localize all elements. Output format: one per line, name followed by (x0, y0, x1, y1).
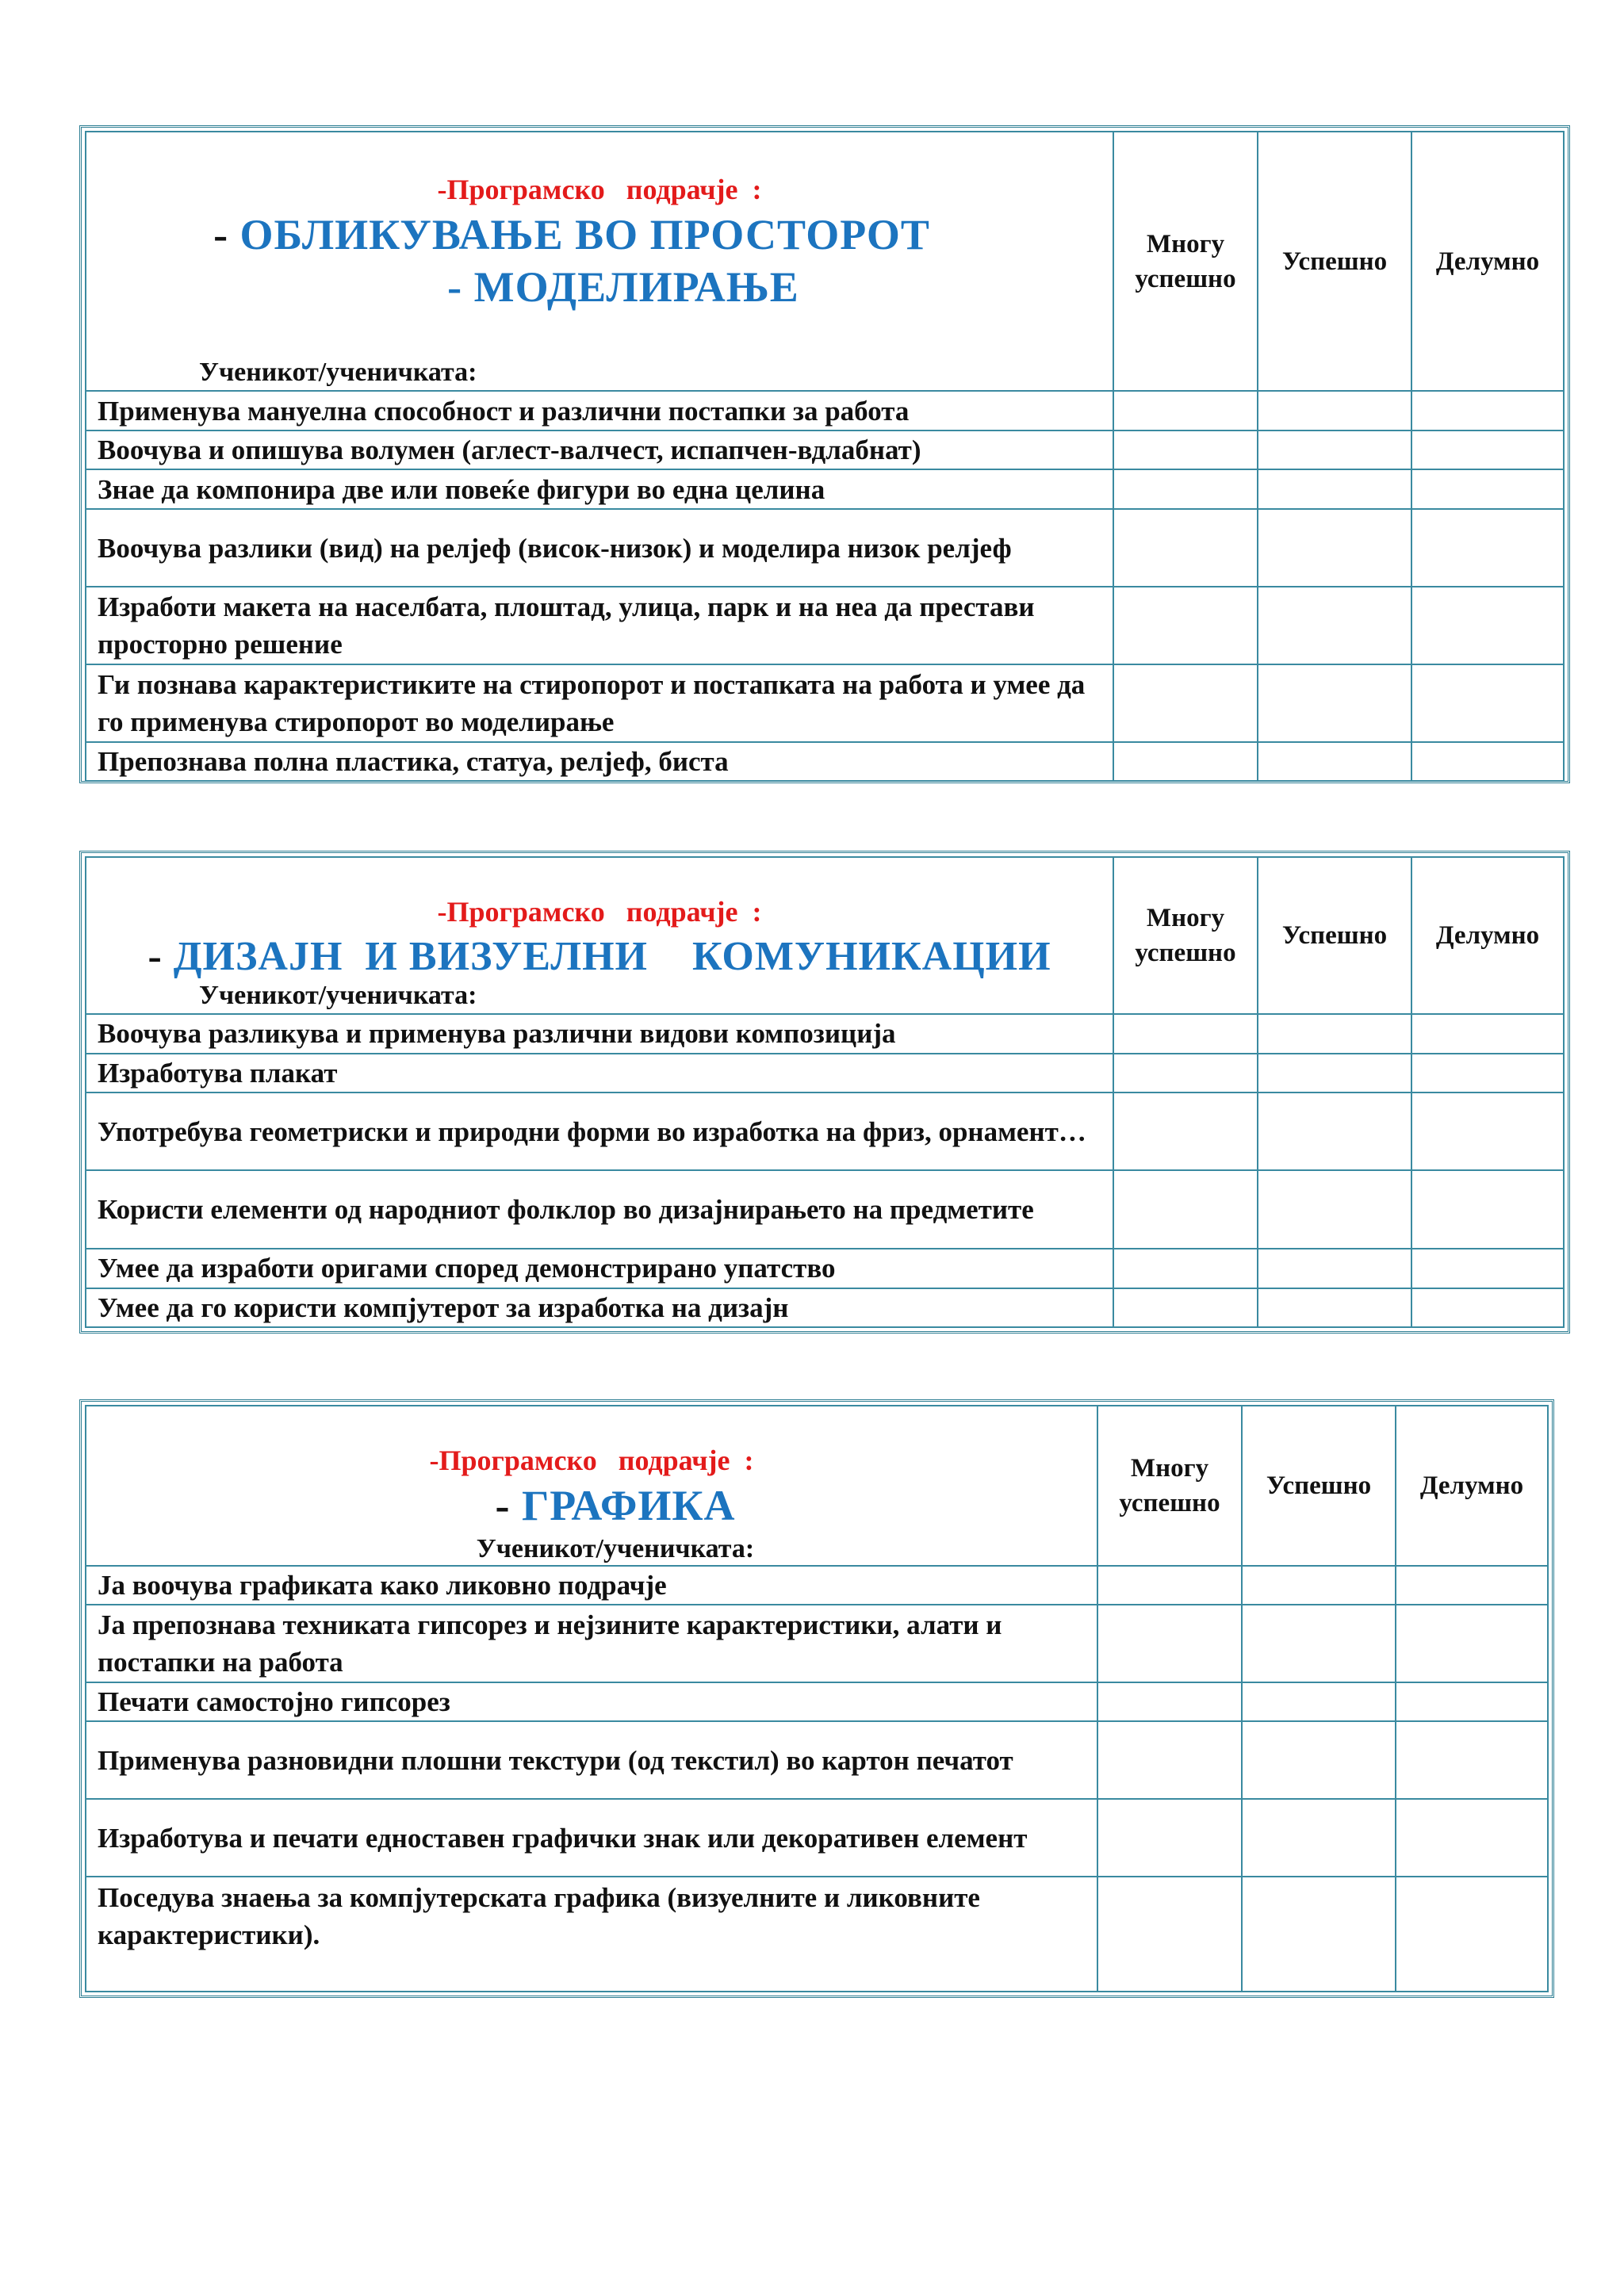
level-header-very-successful: Многу успешно (1097, 1406, 1242, 1566)
mark-cell-very-successful[interactable] (1113, 1288, 1258, 1327)
mark-cell-successful[interactable] (1242, 1877, 1396, 1992)
level-header-very-successful: Многу успешно (1113, 132, 1258, 391)
mark-cell-very-successful[interactable] (1097, 1682, 1242, 1721)
criterion-text: Печати самостојно гипсорез (86, 1682, 1097, 1721)
mark-cell-very-successful[interactable] (1113, 1170, 1258, 1248)
mark-cell-successful[interactable] (1258, 1288, 1411, 1327)
mark-cell-successful[interactable] (1258, 391, 1411, 430)
mark-cell-partial[interactable] (1396, 1605, 1548, 1682)
mark-cell-very-successful[interactable] (1113, 430, 1258, 469)
criterion-text: Воочува и опишува волумен (аглест-валчест, испапчен-вдлабнат) (86, 430, 1113, 469)
criterion-text: Изработи макета на населбата, плоштад, улица, парк и на неа да престави просторно решение (86, 587, 1113, 664)
criterion-text: Применува разновидни плошни текстури (од текстил) во картон печатот (86, 1721, 1097, 1799)
criterion-text: Знае да компонира две или повеќе фигури во една целина (86, 469, 1113, 509)
criterion-text: Употребува геометриски и природни форми во изработка на фриз, орнамент… (86, 1093, 1113, 1170)
assessment-table-modeling (79, 125, 1570, 783)
student-label: Ученикот/ученичката: (199, 358, 477, 387)
mark-cell-successful[interactable] (1258, 430, 1411, 469)
mark-cell-partial[interactable] (1396, 1721, 1548, 1799)
section-title: - ДИЗАЈН И ВИЗУЕЛНИ КОМУНИКАЦИИ (147, 934, 1051, 979)
criterion-text: Поседува знаења за компјутерската графика (визуелните и ликовните карактеристики). (86, 1877, 1097, 1992)
section-header (86, 1406, 1097, 1566)
mark-cell-partial[interactable] (1411, 1249, 1564, 1288)
section-subtitle: -Програмско подрачје : (429, 1445, 754, 1476)
mark-cell-very-successful[interactable] (1097, 1877, 1242, 1992)
mark-cell-successful[interactable] (1258, 742, 1411, 781)
mark-cell-successful[interactable] (1242, 1566, 1396, 1605)
mark-cell-partial[interactable] (1411, 1170, 1564, 1248)
mark-cell-successful[interactable] (1242, 1721, 1396, 1799)
mark-cell-partial[interactable] (1396, 1566, 1548, 1605)
mark-cell-very-successful[interactable] (1113, 509, 1258, 587)
section-title: - ОБЛИКУВАЊЕ ВО ПРОСТОРОТ (213, 211, 930, 258)
criterion-text: Воочува разлики (вид) на релјеф (висок-низок) и моделира низок релјеф (86, 509, 1113, 587)
criterion-text: Умее да го користи компјутерот за изработка на дизајн (86, 1288, 1113, 1327)
mark-cell-very-successful[interactable] (1113, 1093, 1258, 1170)
level-header-successful: Успешно (1258, 857, 1411, 1014)
mark-cell-very-successful[interactable] (1113, 1014, 1258, 1054)
mark-cell-partial[interactable] (1411, 587, 1564, 664)
mark-cell-very-successful[interactable] (1097, 1566, 1242, 1605)
level-header-very-successful: Многу успешно (1113, 857, 1258, 1014)
criterion-text: Ги познава карактеристиките на стиропорот и постапката на работа и умее да го применува стиропорот во моделирање (86, 664, 1113, 742)
level-header-partial: Делумно (1396, 1406, 1548, 1566)
mark-cell-partial[interactable] (1396, 1877, 1548, 1992)
mark-cell-partial[interactable] (1396, 1682, 1548, 1721)
level-header-successful: Успешно (1242, 1406, 1396, 1566)
mark-cell-very-successful[interactable] (1113, 664, 1258, 742)
mark-cell-partial[interactable] (1411, 1093, 1564, 1170)
mark-cell-successful[interactable] (1242, 1682, 1396, 1721)
mark-cell-partial[interactable] (1411, 1014, 1564, 1054)
mark-cell-partial[interactable] (1411, 664, 1564, 742)
mark-cell-partial[interactable] (1411, 391, 1564, 430)
assessment-table-graphics (79, 1399, 1554, 1998)
section-header (86, 857, 1113, 1014)
mark-cell-successful[interactable] (1258, 1093, 1411, 1170)
criterion-text: Умее да изработи оригами според демонстрирано упатство (86, 1249, 1113, 1288)
mark-cell-partial[interactable] (1411, 509, 1564, 587)
mark-cell-successful[interactable] (1242, 1605, 1396, 1682)
section-title: - ГРАФИКА (495, 1482, 736, 1529)
mark-cell-partial[interactable] (1411, 1288, 1564, 1327)
criterion-text: Применува мануелна способност и различни постапки за работа (86, 391, 1113, 430)
mark-cell-partial[interactable] (1411, 742, 1564, 781)
mark-cell-partial[interactable] (1411, 469, 1564, 509)
mark-cell-successful[interactable] (1258, 587, 1411, 664)
mark-cell-very-successful[interactable] (1113, 391, 1258, 430)
criterion-text: Воочува разликува и применува различни видови композиција (86, 1014, 1113, 1054)
mark-cell-very-successful[interactable] (1113, 742, 1258, 781)
mark-cell-very-successful[interactable] (1097, 1721, 1242, 1799)
mark-cell-successful[interactable] (1258, 1249, 1411, 1288)
section-subtitle: -Програмско подрачје : (437, 896, 762, 928)
mark-cell-successful[interactable] (1258, 1014, 1411, 1054)
mark-cell-successful[interactable] (1258, 509, 1411, 587)
section-header (86, 132, 1113, 391)
level-header-partial: Делумно (1411, 132, 1564, 391)
criterion-text: Ја препознава техниката гипсорез и нејзините карактеристики, алати и постапки на работа (86, 1605, 1097, 1682)
assessment-table-design (79, 851, 1570, 1334)
criterion-text: Изработува и печати едноставен графички знак или декоративен елемент (86, 1799, 1097, 1877)
section-title-line2: - МОДЕЛИРАЊЕ (447, 263, 799, 311)
mark-cell-very-successful[interactable] (1113, 1054, 1258, 1093)
mark-cell-partial[interactable] (1411, 430, 1564, 469)
criterion-text: Изработува плакат (86, 1054, 1113, 1093)
student-label: Ученикот/ученичката: (199, 980, 477, 1010)
mark-cell-very-successful[interactable] (1113, 469, 1258, 509)
level-header-successful: Успешно (1258, 132, 1411, 391)
mark-cell-successful[interactable] (1258, 1054, 1411, 1093)
mark-cell-partial[interactable] (1411, 1054, 1564, 1093)
mark-cell-successful[interactable] (1258, 664, 1411, 742)
criterion-text: Препознава полна пластика, статуа, релјеф, биста (86, 742, 1113, 781)
mark-cell-very-successful[interactable] (1097, 1799, 1242, 1877)
mark-cell-successful[interactable] (1258, 469, 1411, 509)
mark-cell-very-successful[interactable] (1097, 1605, 1242, 1682)
mark-cell-very-successful[interactable] (1113, 587, 1258, 664)
mark-cell-successful[interactable] (1242, 1799, 1396, 1877)
mark-cell-very-successful[interactable] (1113, 1249, 1258, 1288)
level-header-partial: Делумно (1411, 857, 1564, 1014)
mark-cell-successful[interactable] (1258, 1170, 1411, 1248)
section-subtitle: -Програмско подрачје : (437, 174, 762, 205)
criterion-text: Ја воочува графиката како ликовно подрачје (86, 1566, 1097, 1605)
student-label: Ученикот/ученичката: (476, 1534, 755, 1563)
criterion-text: Користи елементи од народниот фолклор во дизајнирањето на предметите (86, 1170, 1113, 1248)
mark-cell-partial[interactable] (1396, 1799, 1548, 1877)
